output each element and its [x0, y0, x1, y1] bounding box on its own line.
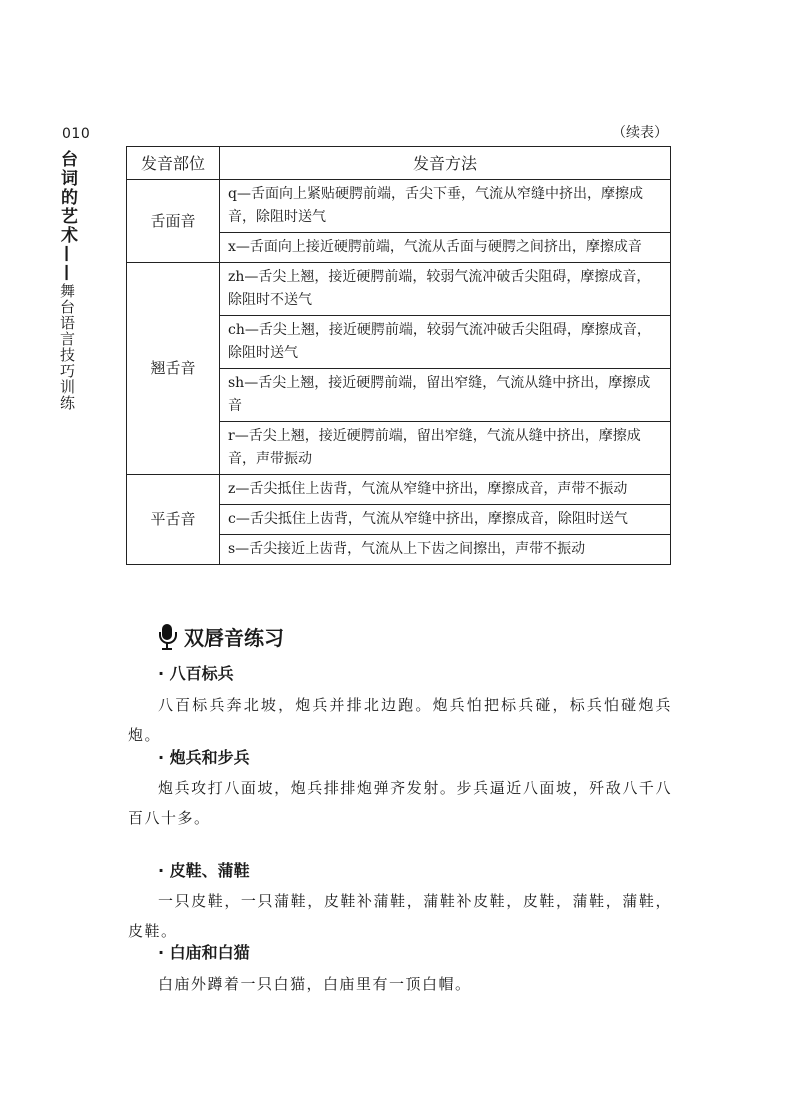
- header-method: 发音方法: [220, 147, 671, 180]
- section-title: 双唇音练习: [184, 626, 284, 650]
- table-row: [127, 475, 671, 505]
- category-cell: 翘舌音: [127, 263, 220, 475]
- table-row: [127, 263, 671, 316]
- method-cell: s—舌尖接近上齿背，气流从上下齿之间擦出，声带不振动: [220, 535, 671, 565]
- running-book-title: [57, 150, 80, 411]
- exercise-text: 八百标兵奔北坡，炮兵并排北边跑。炮兵怕把标兵碰，标兵怕碰炮兵炮。: [128, 696, 672, 744]
- method-cell: zh—舌尖上翘，接近硬腭前端，较弱气流冲破舌尖阻碍，摩擦成音，除阻时不送气: [220, 263, 671, 316]
- book-subtitle: 舞台语言技巧训练: [58, 283, 76, 411]
- method-cell: z—舌尖抵住上齿背，气流从窄缝中挤出，摩擦成音，声带不振动: [220, 475, 671, 505]
- continued-label: （续表）: [612, 125, 668, 141]
- book-title-dash: ——: [57, 245, 77, 283]
- exercise-title: · 皮鞋、蒲鞋: [158, 861, 250, 880]
- method-cell: ch—舌尖上翘，接近硬腭前端，较弱气流冲破舌尖阻碍，摩擦成音，除阻时送气: [220, 316, 671, 369]
- pronunciation-table: [126, 146, 671, 565]
- exercise-title: · 白庙和白猫: [158, 943, 250, 962]
- exercise-title: · 八百标兵: [158, 664, 234, 683]
- section-heading: [158, 622, 284, 651]
- method-cell: x—舌面向上接近硬腭前端，气流从舌面与硬腭之间挤出，摩擦成音: [220, 233, 671, 263]
- book-title: 台词的艺术: [57, 150, 77, 245]
- exercise-text: 白庙外蹲着一只白猫，白庙里有一顶白帽。: [158, 975, 472, 993]
- table-header-row: [127, 147, 671, 180]
- header-place: 发音部位: [127, 147, 220, 180]
- page-number: 010: [62, 126, 91, 142]
- exercise-text: 炮兵攻打八面坡，炮兵排排炮弹齐发射。步兵逼近八面坡，歼敌八千八百八十多。: [128, 779, 672, 827]
- microphone-icon: [158, 624, 176, 650]
- category-cell: 舌面音: [127, 180, 220, 263]
- category-cell: 平舌音: [127, 475, 220, 565]
- method-cell: sh—舌尖上翘，接近硬腭前端，留出窄缝，气流从缝中挤出，摩擦成音: [220, 369, 671, 422]
- exercise-text: 一只皮鞋，一只蒲鞋，皮鞋补蒲鞋，蒲鞋补皮鞋，皮鞋，蒲鞋，蒲鞋，皮鞋。: [128, 892, 672, 940]
- exercise-title: · 炮兵和步兵: [158, 748, 250, 767]
- method-cell: r—舌尖上翘，接近硬腭前端，留出窄缝，气流从缝中挤出，摩擦成音，声带振动: [220, 422, 671, 475]
- method-cell: c—舌尖抵住上齿背，气流从窄缝中挤出，摩擦成音，除阻时送气: [220, 505, 671, 535]
- method-cell: q—舌面向上紧贴硬腭前端，舌尖下垂，气流从窄缝中挤出，摩擦成音，除阻时送气: [220, 180, 671, 233]
- table-row: [127, 180, 671, 233]
